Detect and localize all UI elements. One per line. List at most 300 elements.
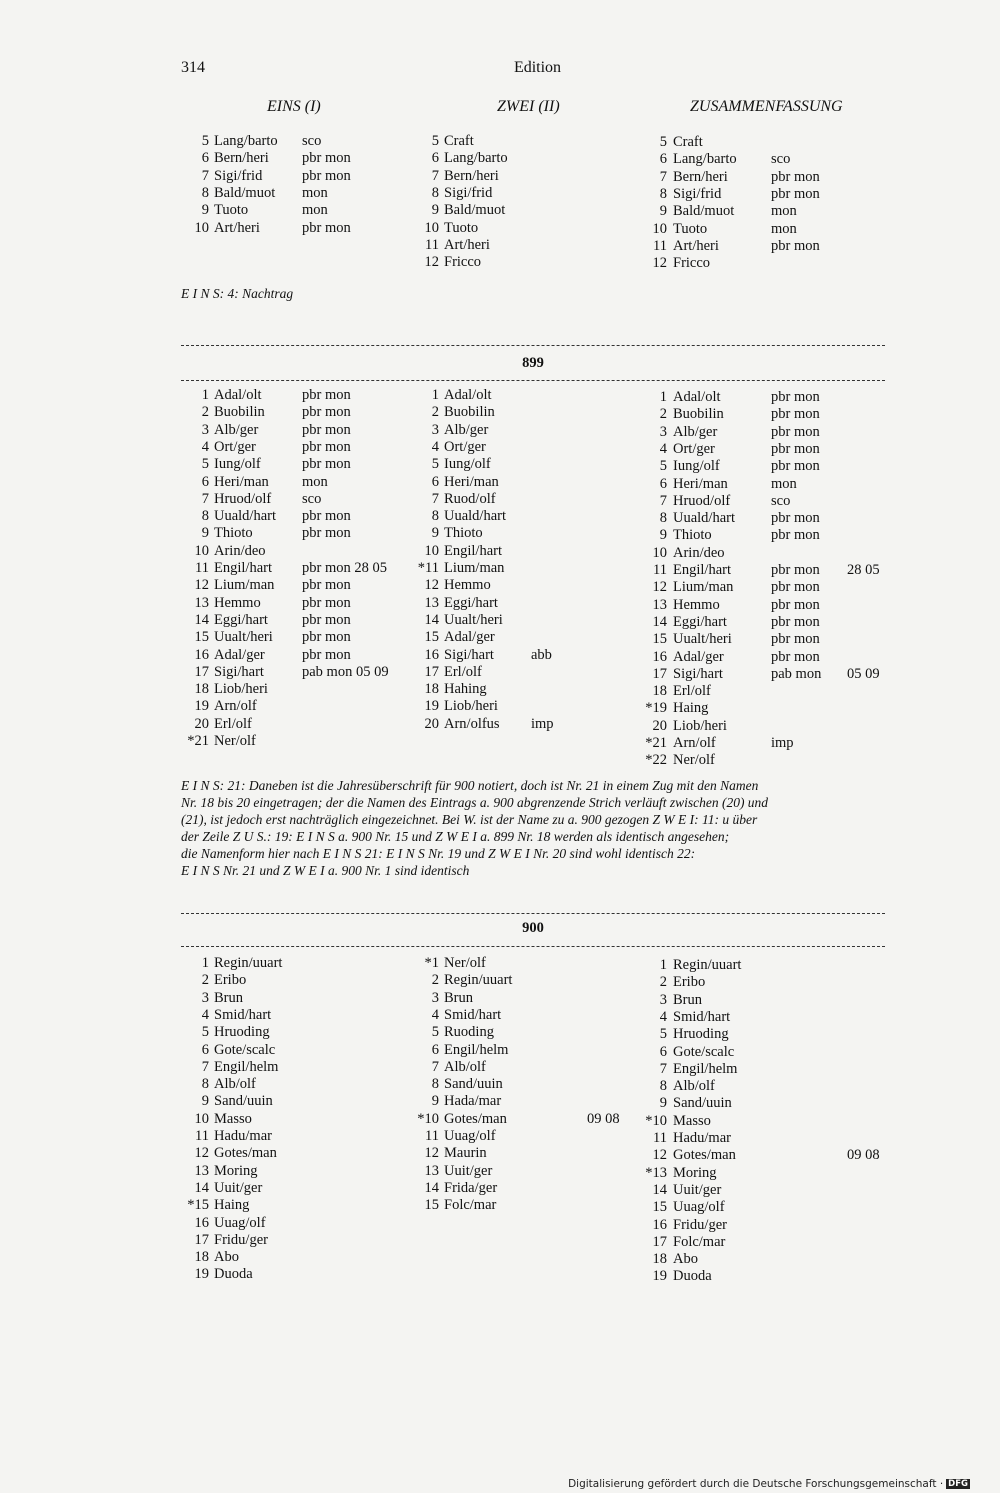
entry-name: Lium/man xyxy=(444,560,505,576)
entry-name: Thioto xyxy=(214,525,253,542)
entry-number: 13 xyxy=(652,596,667,613)
entry-number: 14 xyxy=(424,611,439,628)
entry-number: *13 xyxy=(645,1164,667,1181)
entry-status: mon xyxy=(771,203,797,220)
entry-name: Regin/uuart xyxy=(444,972,513,989)
entry-number: 7 xyxy=(659,492,667,509)
entry-number: 4 xyxy=(431,1006,439,1023)
entry-status: sco xyxy=(771,492,791,509)
entry-name: Sigi/hart xyxy=(444,646,494,663)
entry-name: Erl/olf xyxy=(673,683,711,700)
note-section-1: E I N S: 4: Nachtrag xyxy=(181,286,294,301)
entry-name: Craft xyxy=(444,133,474,149)
entry-name: Hadu/mar xyxy=(214,1128,272,1144)
entry-name: Hemmo xyxy=(214,594,261,611)
entry-name: Lium/man xyxy=(673,579,734,596)
entry-status: pbr mon xyxy=(302,594,351,611)
entry-name: Arn/olfus xyxy=(444,715,500,732)
entry-number: 10 xyxy=(424,219,439,236)
entry-number: 3 xyxy=(201,989,209,1006)
entry-date: 05 09 xyxy=(847,665,880,682)
entry-name: Sigi/frid xyxy=(214,167,263,184)
entry-number: 17 xyxy=(652,665,667,682)
entry-number: 14 xyxy=(652,613,667,630)
entry-name: Buobilin xyxy=(214,404,265,421)
entry-status: pbr mon xyxy=(302,219,351,236)
entry-name: Uuit/ger xyxy=(214,1179,263,1196)
entry-name: Lang/barto xyxy=(673,151,737,168)
entry-status: mon xyxy=(771,475,797,492)
entry-number: 1 xyxy=(659,389,667,405)
entry-name: Abo xyxy=(673,1251,698,1268)
entry-name: Buobilin xyxy=(673,406,724,423)
entry-name: Abo xyxy=(214,1249,239,1266)
entry-name: Bern/heri xyxy=(444,167,499,184)
entry-number: 5 xyxy=(659,1026,667,1043)
entry-number: *10 xyxy=(417,1110,439,1127)
entry-name: Masso xyxy=(214,1110,252,1127)
year-label-899: 899 xyxy=(522,355,544,371)
entry-name: Alb/ger xyxy=(214,421,259,438)
entry-status: sco xyxy=(302,133,322,149)
entry-status: pbr mon xyxy=(771,596,820,613)
entry-status: pbr mon xyxy=(771,389,820,405)
entry-name: Iung/olf xyxy=(673,458,720,475)
footer-credit xyxy=(568,1478,970,1490)
entry-number: 8 xyxy=(201,1076,209,1093)
entry-name: Sand/uuin xyxy=(444,1076,503,1093)
entry-number: 9 xyxy=(431,525,439,542)
entry-name: Liob/heri xyxy=(673,717,727,734)
entry-number: 2 xyxy=(659,974,667,991)
entry-name: Craft xyxy=(673,134,703,150)
entry-name: Hemmo xyxy=(444,577,491,594)
entry-number: 4 xyxy=(201,1006,209,1023)
entry-name: Arn/olf xyxy=(214,698,257,715)
entry-number: 19 xyxy=(194,1266,209,1283)
entry-name: Heri/man xyxy=(214,473,269,490)
entry-number: 8 xyxy=(659,185,667,202)
entry-name: Sigi/frid xyxy=(673,185,722,202)
entry-number: 8 xyxy=(201,508,209,525)
entry-status: pbr mon xyxy=(302,167,351,184)
note-line: E I N S Nr. 21 und Z W E I a. 900 Nr. 1 sind identisch xyxy=(181,863,470,878)
entry-name: Hruoding xyxy=(214,1024,270,1041)
entry-status: pbr mon xyxy=(771,237,820,254)
entry-status: pbr mon xyxy=(771,613,820,630)
entry-number: 7 xyxy=(201,490,209,507)
entry-name: Sigi/frid xyxy=(444,184,493,201)
entry-number: 12 xyxy=(424,254,439,271)
entry-name: Uualt/heri xyxy=(214,629,273,646)
entry-number: 12 xyxy=(194,1145,209,1162)
entry-status: abb xyxy=(531,646,552,663)
entry-name: Engil/hart xyxy=(214,560,272,576)
entry-number: 16 xyxy=(194,646,209,663)
entry-name: Folc/mar xyxy=(444,1197,497,1214)
entry-status: pbr mon xyxy=(771,579,820,596)
note-line: Nr. 18 bis 20 eingetragen; der die Namen des Eintrags a. 900 abgrenzende Strich verläuft zwischen (20) und xyxy=(181,795,769,810)
entry-name: Lium/man xyxy=(214,577,275,594)
entry-name: Alb/olf xyxy=(214,1076,256,1093)
entry-number: 17 xyxy=(652,1233,667,1250)
entry-status: pbr mon xyxy=(771,527,820,544)
entry-number: 9 xyxy=(659,1095,667,1112)
entry-name: Ort/ger xyxy=(444,438,486,455)
entry-number: 12 xyxy=(652,255,667,272)
entry-number: 11 xyxy=(653,562,667,578)
entry-name: Duoda xyxy=(673,1268,712,1285)
entry-number: 1 xyxy=(201,955,209,971)
entry-name: Liob/heri xyxy=(214,681,268,698)
entry-name: Gotes/man xyxy=(444,1110,507,1127)
entry-name: Tuoto xyxy=(214,202,249,219)
entry-number: 8 xyxy=(431,184,439,201)
entry-name: Gotes/man xyxy=(673,1147,736,1164)
entry-name: Fricco xyxy=(673,255,711,272)
entry-status: pbr mon xyxy=(771,440,820,457)
page-number: 314 xyxy=(181,59,205,76)
entry-name: Smid/hart xyxy=(214,1006,272,1023)
entry-name: Brun xyxy=(673,991,702,1008)
entry-status: pbr mon xyxy=(302,421,351,438)
entry-number: 8 xyxy=(659,510,667,527)
entry-number: 16 xyxy=(652,648,667,665)
entry-number: 6 xyxy=(201,473,209,490)
entry-name: Ner/olf xyxy=(214,733,256,749)
entry-name: Fridu/ger xyxy=(214,1231,268,1248)
entry-name: Fridu/ger xyxy=(673,1216,727,1233)
entry-number: 6 xyxy=(431,1041,439,1058)
entry-number: 3 xyxy=(431,989,439,1006)
entry-number: 4 xyxy=(431,438,439,455)
entry-number: 1 xyxy=(431,387,439,403)
entry-number: 7 xyxy=(659,1060,667,1077)
entry-name: Ner/olf xyxy=(673,752,715,769)
entry-name: Heri/man xyxy=(673,475,728,492)
entry-number: 4 xyxy=(659,440,667,457)
entry-name: Lang/barto xyxy=(444,150,508,167)
entry-number: *11 xyxy=(417,560,439,576)
entry-status: mon xyxy=(302,202,328,219)
entry-number: 16 xyxy=(424,646,439,663)
entry-status: pbr mon xyxy=(302,456,351,473)
entry-name: Fricco xyxy=(444,254,482,271)
entry-status: pbr mon xyxy=(302,404,351,421)
entry-name: Hemmo xyxy=(673,596,720,613)
entry-number: 14 xyxy=(194,611,209,628)
entry-name: Engil/helm xyxy=(444,1041,509,1058)
entry-name: Uualt/heri xyxy=(673,631,732,648)
entry-number: 17 xyxy=(194,1231,209,1248)
entry-name: Eggi/hart xyxy=(214,611,268,628)
entry-name: Uuag/olf xyxy=(444,1128,496,1144)
entry-date: 28 05 xyxy=(847,562,880,578)
entry-number: 9 xyxy=(201,202,209,219)
entry-number: 9 xyxy=(659,527,667,544)
entry-number: 6 xyxy=(431,150,439,167)
entry-name: Sigi/hart xyxy=(673,665,723,682)
entry-number: 7 xyxy=(201,1058,209,1075)
entry-name: Tuoto xyxy=(444,219,479,236)
entry-number: 3 xyxy=(659,991,667,1008)
entry-status: pbr mon xyxy=(302,150,351,167)
entry-name: Ort/ger xyxy=(214,438,256,455)
entry-name: Hada/mar xyxy=(444,1093,502,1110)
entry-name: Ner/olf xyxy=(444,955,486,971)
entry-name: Uuald/hart xyxy=(673,510,736,527)
entry-name: Regin/uuart xyxy=(673,957,742,973)
entry-name: Iung/olf xyxy=(214,456,261,473)
entry-status: pbr mon xyxy=(771,510,820,527)
entry-status: pbr mon xyxy=(302,387,351,403)
year-label-900: 900 xyxy=(522,920,544,936)
entry-number: 2 xyxy=(431,404,439,421)
entry-number: 18 xyxy=(194,681,209,698)
entry-number: 4 xyxy=(659,1008,667,1025)
entry-name: Erl/olf xyxy=(214,715,252,732)
entry-name: Arin/deo xyxy=(214,542,266,559)
entry-number: 13 xyxy=(424,1162,439,1179)
entry-name: Engil/helm xyxy=(214,1058,279,1075)
entry-name: Arn/olf xyxy=(673,735,716,751)
entry-name: Bald/muot xyxy=(444,202,506,219)
entry-status: mon xyxy=(771,220,797,237)
entry-number: 13 xyxy=(194,1162,209,1179)
entry-number: 8 xyxy=(659,1078,667,1095)
entry-name: Moring xyxy=(673,1164,717,1181)
entry-status: pbr mon xyxy=(771,458,820,475)
entry-number: 20 xyxy=(424,715,439,732)
entry-name: Adal/olt xyxy=(673,389,721,405)
entry-name: Hruod/olf xyxy=(673,492,731,509)
entry-name: Hruoding xyxy=(673,1026,729,1043)
entry-status: imp xyxy=(771,735,794,751)
entry-number: 8 xyxy=(431,508,439,525)
divider xyxy=(181,380,885,381)
entry-status: pbr mon xyxy=(302,646,351,663)
entry-name: Gotes/man xyxy=(214,1145,277,1162)
entry-number: 11 xyxy=(653,1130,667,1146)
column-heading-zusammenfassung: ZUSAMMENFASSUNG xyxy=(690,98,843,115)
entry-name: Bald/muot xyxy=(214,184,276,201)
entry-name: Hruod/olf xyxy=(214,490,272,507)
entry-number: 5 xyxy=(431,133,439,149)
entry-name: Ruoding xyxy=(444,1024,494,1041)
entry-name: Smid/hart xyxy=(444,1006,502,1023)
entry-number: 7 xyxy=(201,167,209,184)
entry-number: *21 xyxy=(187,733,209,749)
note-section-899 xyxy=(181,777,881,879)
running-title: Edition xyxy=(513,59,562,76)
entry-number: 12 xyxy=(424,1145,439,1162)
entry-status: mon xyxy=(302,473,328,490)
entry-name: Haing xyxy=(214,1197,250,1214)
entry-number: 10 xyxy=(194,1110,209,1127)
entry-name: Hahing xyxy=(444,681,487,698)
entry-number: 18 xyxy=(652,683,667,700)
entry-name: Haing xyxy=(673,700,709,717)
entry-status: pbr mon 28 05 xyxy=(302,560,387,576)
entry-number: 11 xyxy=(653,237,667,254)
entry-date: 09 08 xyxy=(847,1147,880,1164)
footer-text: Digitalisierung gefördert durch die Deutsche Forschungsgemeinschaft · xyxy=(568,1478,944,1490)
entry-number: 12 xyxy=(652,579,667,596)
entry-name: Adal/olt xyxy=(444,387,492,403)
entry-status: pbr mon xyxy=(771,631,820,648)
entry-status: pbr mon xyxy=(771,185,820,202)
entry-number: 6 xyxy=(201,1041,209,1058)
entry-number: 1 xyxy=(659,957,667,973)
entry-number: 10 xyxy=(194,219,209,236)
entry-name: Bern/heri xyxy=(214,150,269,167)
entry-name: Heri/man xyxy=(444,473,499,490)
entry-number: 5 xyxy=(431,456,439,473)
column-heading-zwei: ZWEI (II) xyxy=(497,98,560,115)
entry-number: 12 xyxy=(652,1147,667,1164)
entry-number: 8 xyxy=(201,184,209,201)
entry-number: 7 xyxy=(659,168,667,185)
entry-number: 9 xyxy=(431,202,439,219)
entry-number: 16 xyxy=(194,1214,209,1231)
entry-number: 5 xyxy=(659,458,667,475)
entry-number: 15 xyxy=(424,629,439,646)
entry-status: pbr mon xyxy=(771,648,820,665)
entry-name: Alb/olf xyxy=(444,1058,486,1075)
entry-number: 17 xyxy=(194,663,209,680)
entry-name: Bald/muot xyxy=(673,203,735,220)
entry-name: Sand/uuin xyxy=(673,1095,732,1112)
entry-number: *10 xyxy=(645,1112,667,1129)
entry-name: Folc/mar xyxy=(673,1233,726,1250)
entry-number: 2 xyxy=(431,972,439,989)
entry-name: Masso xyxy=(673,1112,711,1129)
entry-status: imp xyxy=(531,715,554,732)
entry-status: mon xyxy=(302,184,328,201)
entry-number: 6 xyxy=(659,475,667,492)
entry-name: Art/heri xyxy=(673,237,719,254)
entry-number: 9 xyxy=(431,1093,439,1110)
entry-name: Smid/hart xyxy=(673,1008,731,1025)
entry-name: Uuit/ger xyxy=(444,1162,493,1179)
divider xyxy=(181,345,885,346)
entry-number: 5 xyxy=(201,456,209,473)
entry-status: pbr mon xyxy=(302,438,351,455)
entry-status: sco xyxy=(771,151,791,168)
note-line: (21), ist jedoch erst nachträglich eingezeichnet. Bei W. ist der Name zu a. 900 gezogen Z W E I: 11: u über xyxy=(181,812,758,827)
dfg-logo: DFG xyxy=(948,1479,968,1489)
entry-number: 7 xyxy=(431,1058,439,1075)
entry-name: Uualt/heri xyxy=(444,611,503,628)
entry-status: pbr mon xyxy=(302,611,351,628)
entry-number: 11 xyxy=(425,236,439,253)
entry-number: 7 xyxy=(431,167,439,184)
entry-name: Arin/deo xyxy=(673,544,725,561)
entry-number: 11 xyxy=(195,1128,209,1144)
entry-name: Uuit/ger xyxy=(673,1181,722,1198)
entry-name: Adal/ger xyxy=(673,648,724,665)
entry-number: 9 xyxy=(201,1093,209,1110)
entry-name: Uuald/hart xyxy=(444,508,507,525)
entry-number: *1 xyxy=(424,955,439,971)
entry-number: 4 xyxy=(201,438,209,455)
entry-number: 6 xyxy=(201,150,209,167)
entry-name: Frida/ger xyxy=(444,1179,498,1196)
entry-name: Tuoto xyxy=(673,220,708,237)
entry-number: 5 xyxy=(201,1024,209,1041)
entry-number: 15 xyxy=(652,631,667,648)
divider xyxy=(181,946,885,947)
entry-name: Brun xyxy=(444,989,473,1006)
entry-number: 16 xyxy=(652,1216,667,1233)
divider xyxy=(181,913,885,914)
entry-number: 20 xyxy=(194,715,209,732)
entry-status: pab mon 05 09 xyxy=(302,663,389,680)
entry-number: 13 xyxy=(194,594,209,611)
entry-number: 6 xyxy=(659,151,667,168)
entry-number: 18 xyxy=(424,681,439,698)
entry-name: Engil/helm xyxy=(673,1060,738,1077)
entry-name: Lang/barto xyxy=(214,133,278,149)
entry-number: 14 xyxy=(424,1179,439,1196)
entry-number: 11 xyxy=(195,560,209,576)
entry-name: Maurin xyxy=(444,1145,487,1162)
entry-name: Uuag/olf xyxy=(673,1199,725,1216)
entry-number: 14 xyxy=(652,1181,667,1198)
entry-name: Buobilin xyxy=(444,404,495,421)
entry-number: 15 xyxy=(652,1199,667,1216)
entry-number: 2 xyxy=(201,972,209,989)
entry-number: 3 xyxy=(431,421,439,438)
entry-name: Bern/heri xyxy=(673,168,728,185)
entry-name: Regin/uuart xyxy=(214,955,283,971)
entry-number: 7 xyxy=(431,490,439,507)
entry-name: Erl/olf xyxy=(444,663,482,680)
entry-name: Liob/heri xyxy=(444,698,498,715)
entry-number: *19 xyxy=(645,700,667,717)
entry-number: 9 xyxy=(659,203,667,220)
entry-date: 09 08 xyxy=(587,1110,620,1127)
entry-name: Eggi/hart xyxy=(673,613,727,630)
entry-status: pbr mon xyxy=(302,508,351,525)
entry-name: Alb/ger xyxy=(444,421,489,438)
entry-name: Thioto xyxy=(444,525,483,542)
entry-name: Gote/scalc xyxy=(214,1041,276,1058)
entry-number: 11 xyxy=(425,1128,439,1144)
entry-number: 19 xyxy=(424,698,439,715)
entry-number: 9 xyxy=(201,525,209,542)
entry-name: Duoda xyxy=(214,1266,253,1283)
entry-name: Eggi/hart xyxy=(444,594,498,611)
entry-number: 18 xyxy=(652,1251,667,1268)
entry-number: 20 xyxy=(652,717,667,734)
note-line: E I N S: 21: Daneben ist die Jahresüberschrift für 900 notiert, doch ist Nr. 21 in einem Zug mit den Namen xyxy=(181,778,759,793)
entry-name: Adal/ger xyxy=(444,629,495,646)
entry-number: 17 xyxy=(424,663,439,680)
entry-status: pab mon xyxy=(771,665,822,682)
entry-number: 19 xyxy=(194,698,209,715)
entry-name: Adal/ger xyxy=(214,646,265,663)
entry-number: 14 xyxy=(194,1179,209,1196)
entry-status: pbr mon xyxy=(771,423,820,440)
entry-status: pbr mon xyxy=(302,577,351,594)
entry-number: 12 xyxy=(424,577,439,594)
entry-number: 10 xyxy=(424,542,439,559)
entry-name: Brun xyxy=(214,989,243,1006)
entry-status: pbr mon xyxy=(771,562,820,578)
entry-status: pbr mon xyxy=(302,525,351,542)
entry-number: 5 xyxy=(431,1024,439,1041)
